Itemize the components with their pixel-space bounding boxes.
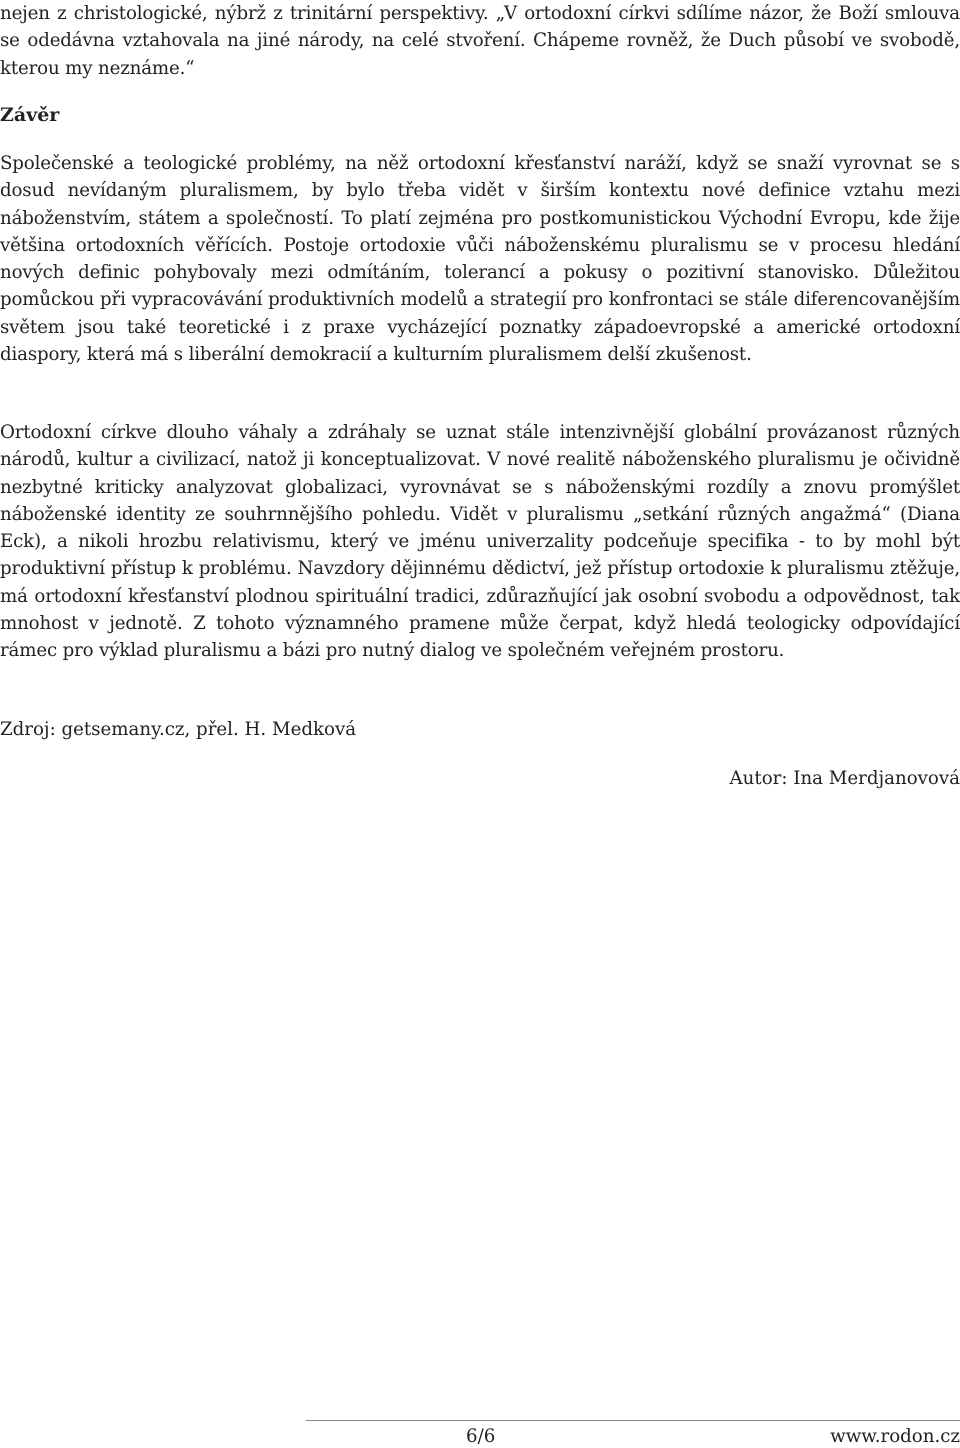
body-paragraph-two: Společenské a teologické problémy, na něž ortodoxní křesťanství naráží, když se snaží vyrovnat se s dosud nevídaným pluralismem, by bylo třeba vidět v širším kontextu nové definice vztahu mezi náboženstvím, státem a společností. To platí zejména pro postkomunistickou Východní Evropu, kde žije většina ortodoxních věřících. Postoje ortodoxie vůči náboženskému pluralismu se v procesu hledání nových definic pohybovaly mezi odmítáním, tolerancí a pokusy o pozitivní stanovisko. Důležitou pomůckou při vypracovávání produktivních modelů a strategií pro konfrontaci se stále diferencovanějším světem jsou také teoretické i z praxe vycházející poznatky západoevropské a americké ortodoxní diaspory, která má s liberální demokracií a kulturním pluralismem delší zkušenost. [0,153,960,366]
footer-divider [306,1420,960,1421]
body-paragraph-three: Ortodoxní církve dlouho váhaly a zdráhaly se uznat stále intenzivnější globální provázanost různých národů, kultur a civilizací, natož ji konceptualizovat. V nové realitě náboženského pluralismu je očividně nezbytné kriticky analyzovat globalizaci, vyrovnávat se s náboženskými rozdíly a znovu promýšlet náboženské identity ze souhrnnějšího pohledu. Vidět v pluralismu „setkání různých angažmá“ (Diana Eck), a nikoli hrozbu relativismu, který ve jménu univerzality podceňuje specifika - to by mohl být produktivní přístup k problému. Navzdory dějinnému dědictví, jež přístup ortodoxie k pluralismu ztěžuje, má ortodoxní křesťanství plodnou spirituální tradici, zdůrazňující jak osobní svobodu a odpovědnost, tak mnohost v jednotě. Z tohoto významného pramene může čerpat, když hledá teologicky odpovídající rámec pro výklad pluralismu a bázi pro nutný dialog ve společném veřejném prostoru. [0,422,960,662]
author-line: Autor: Ina Merdjanovová [729,768,960,789]
section-heading: Závěr [0,104,60,126]
intro-paragraph: nejen z christologické, nýbrž z trinitární perspektivy. „V ortodoxní církvi sdílíme názor, že Boží smlouva se odedávna vztahovala na jiné národy, na celé stvoření. Chápeme rovněž, že Duch působí ve svobodě, kterou my neznáme.“ [0,3,960,79]
page-number: 6/6 [466,1426,496,1447]
source-line: Zdroj: getsemany.cz, přel. H. Medková [0,719,357,740]
site-link[interactable]: www.rodon.cz [830,1426,960,1447]
